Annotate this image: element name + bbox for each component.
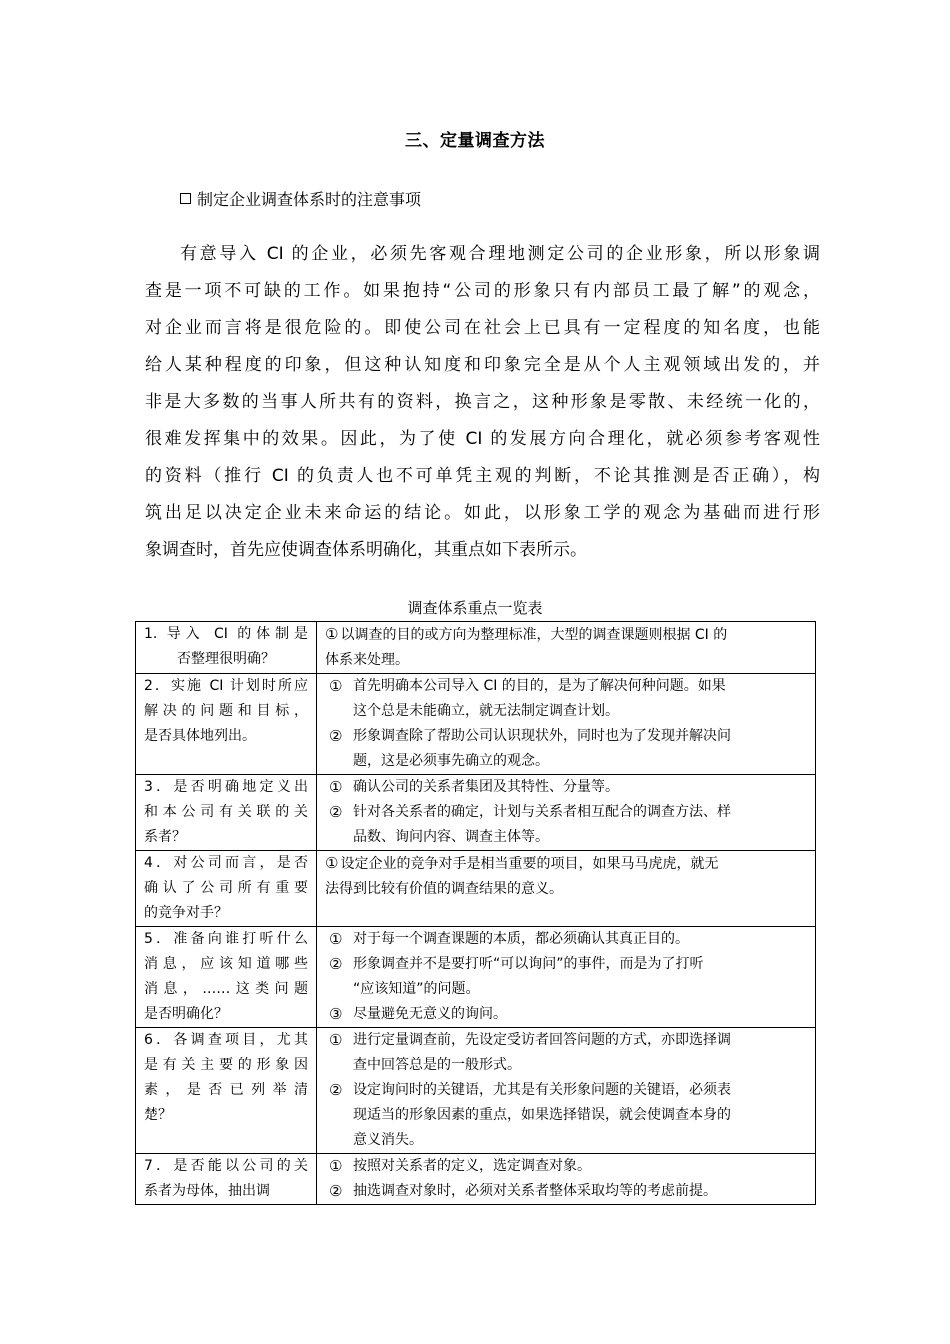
answer-cell xyxy=(317,674,816,775)
table-caption: 调查体系重点一览表 xyxy=(407,599,543,617)
table-row xyxy=(136,775,816,851)
answer-item xyxy=(325,1078,807,1153)
answer-line: 尽量避免无意义的询问。 xyxy=(353,1006,507,1022)
item-number-mark: ③ xyxy=(329,1005,343,1023)
answer-line: 形象调查并不是要打听“可以询问”的事件，而是为了打听 xyxy=(353,956,704,972)
table-row xyxy=(136,851,816,927)
question-line: 2．实施 CI 计划时所应 xyxy=(144,678,308,694)
question-line: 系者为母体，抽出调 xyxy=(144,1183,270,1199)
answer-item xyxy=(325,800,807,850)
item-number-mark: ① xyxy=(329,677,343,695)
answer-line: 设定询问时的关键语，尤其是有关形象问题的关键语，必须表 xyxy=(353,1082,731,1098)
answer-line: 首先明确本公司导入 CI 的目的，是为了解决何种问题。如果 xyxy=(353,678,726,694)
question-line: 6．各调查项目，尤其 xyxy=(144,1032,308,1048)
paragraph-line: 很难发挥集中的效果。因此，为了使 CI 的发展方向合理化，就必须参考客观性 xyxy=(145,429,820,449)
answer-item xyxy=(325,952,807,1002)
question-line: 1. 导入 CI 的体制是 xyxy=(144,626,308,642)
item-number-mark: ② xyxy=(329,1081,343,1099)
table-row xyxy=(136,674,816,775)
answer-line: 意义消失。 xyxy=(353,1132,423,1148)
question-line: 4．对公司而言，是否 xyxy=(144,855,308,871)
answer-line: 现适当的形象因素的重点，如果选择错误，就会使调查本身的 xyxy=(353,1107,731,1123)
answer-item xyxy=(325,851,807,902)
table-row xyxy=(136,927,816,1028)
answer-line: 设定企业的竞争对手是相当重要的项目，如果马马虎虎，就无 xyxy=(340,856,719,872)
answer-line: 题，这是必须事先确立的观念。 xyxy=(353,753,549,769)
answer-cell xyxy=(317,1028,816,1154)
item-number-mark: ② xyxy=(329,1182,343,1200)
table-row xyxy=(136,1154,816,1205)
answer-item xyxy=(325,674,807,724)
answer-line: 确认公司的关系者集团及其特性、分量等。 xyxy=(353,779,619,795)
answer-line: 这个总是未能确立，就无法制定调查计划。 xyxy=(353,703,619,719)
item-number-mark: ① xyxy=(329,930,343,948)
paragraph-line: 查是一项不可缺的工作。如果抱持“公司的形象只有内部员工最了解”的观念， xyxy=(145,281,820,301)
item-number-mark: ① xyxy=(329,1031,343,1049)
paragraph-line: 有意导入 CI 的企业，必须先客观合理地测定公司的企业形象，所以形象调 xyxy=(180,244,820,264)
answer-line: 对于每一个调查课题的本质，都必须确认其真正目的。 xyxy=(353,931,689,947)
question-line: 消息，应该知道哪些 xyxy=(144,956,308,972)
paragraph-line: 筑出足以决定企业未来命运的结论。如此，以形象工学的观念为基础而进行形 xyxy=(145,503,820,523)
answer-item xyxy=(325,927,807,952)
item-number-mark: ② xyxy=(329,803,343,821)
item-number-mark: ① xyxy=(325,625,339,643)
question-line: 是有关主要的形象因 xyxy=(144,1057,308,1073)
answer-cell xyxy=(317,1154,816,1205)
answer-cell xyxy=(317,775,816,851)
answer-item xyxy=(325,1179,807,1204)
answer-item xyxy=(325,1028,807,1078)
question-cell xyxy=(136,1154,317,1205)
body-paragraph xyxy=(145,236,820,569)
section-heading: 三、定量调查方法 xyxy=(405,131,545,151)
answer-item xyxy=(325,1154,807,1179)
question-line: 3．是否明确地定义出 xyxy=(144,779,308,795)
question-line: 5．准备向谁打听什么 xyxy=(144,931,308,947)
question-cell xyxy=(136,927,317,1028)
answer-line: 进行定量调查前，先设定受访者回答问题的方式，亦即选择调 xyxy=(353,1032,731,1048)
answer-line: 针对各关系者的确定，计划与关系者相互配合的调查方法、样 xyxy=(353,804,731,820)
answer-item xyxy=(325,622,807,673)
paragraph-line: 给人某种程度的印象，但这种认知度和印象完全是从个人主观领域出发的，并 xyxy=(145,355,820,375)
question-line: 是否具体地列出。 xyxy=(144,728,256,744)
question-line: 否整理很明确？ xyxy=(177,651,275,667)
answer-line: 法得到比较有价值的调查结果的意义。 xyxy=(325,881,563,897)
checkbox-bullet-icon xyxy=(180,193,191,204)
question-line: 的竞争对手？ xyxy=(144,905,228,921)
item-number-mark: ① xyxy=(329,1157,343,1175)
question-cell xyxy=(136,775,317,851)
answer-line: “应该知道”的问题。 xyxy=(353,981,480,997)
answer-cell xyxy=(317,927,816,1028)
item-number-mark: ① xyxy=(329,778,343,796)
paragraph-line: 象调查时，首先应使调查体系明确化，其重点如下表所示。 xyxy=(145,540,587,560)
answer-cell xyxy=(317,622,816,674)
answer-cell xyxy=(317,851,816,927)
paragraph-line: 的资料（推行 CI 的负责人也不可单凭主观的判断，不论其推测是否正确），构 xyxy=(145,466,820,486)
table-row xyxy=(136,1028,816,1154)
subheading-text: 制定企业调查体系时的注意事项 xyxy=(197,190,422,209)
question-cell xyxy=(136,674,317,775)
question-line: 消息，……这类问题 xyxy=(144,981,308,997)
answer-line: 体系来处理。 xyxy=(325,652,409,668)
answer-line: 抽选调查对象时，必须对关系者整体采取均等的考虑前提。 xyxy=(353,1183,717,1199)
question-line: 和本公司有关联的关 xyxy=(144,804,308,820)
question-line: 7．是否能以公司的关 xyxy=(144,1158,308,1174)
table-row xyxy=(136,622,816,674)
question-line: 解决的问题和目标， xyxy=(144,703,308,719)
answer-item xyxy=(325,1002,807,1027)
subheading xyxy=(180,187,421,210)
item-number-mark: ① xyxy=(325,854,339,872)
item-number-mark: ② xyxy=(329,727,343,745)
question-line: 系者？ xyxy=(144,829,186,845)
answer-line: 以调查的目的或方向为整理标准，大型的调查课题则根据 CI 的 xyxy=(340,627,728,643)
item-number-mark: ② xyxy=(329,955,343,973)
question-line: 素 ， 是 否 已 列 举 清 xyxy=(144,1082,308,1098)
question-cell xyxy=(136,1028,317,1154)
question-line: 确认了公司所有重要 xyxy=(144,880,308,896)
survey-points-table xyxy=(135,621,816,1205)
answer-item xyxy=(325,775,807,800)
answer-line: 形象调查除了帮助公司认识现状外，同时也为了发现并解决问 xyxy=(353,728,731,744)
paragraph-line: 对企业而言将是很危险的。即使公司在社会上已具有一定程度的知名度，也能 xyxy=(145,318,820,338)
question-line: 楚？ xyxy=(144,1107,172,1123)
question-cell xyxy=(136,622,317,674)
answer-line: 按照对关系者的定义，选定调查对象。 xyxy=(353,1158,591,1174)
answer-line: 查中回答总是的一般形式。 xyxy=(353,1057,521,1073)
question-cell xyxy=(136,851,317,927)
paragraph-line: 非是大多数的当事人所共有的资料，换言之，这种形象是零散、未经统一化的， xyxy=(145,392,820,412)
answer-line: 品数、询问内容、调查主体等。 xyxy=(353,829,549,845)
answer-item xyxy=(325,724,807,774)
question-line: 是否明确化？ xyxy=(144,1006,228,1022)
